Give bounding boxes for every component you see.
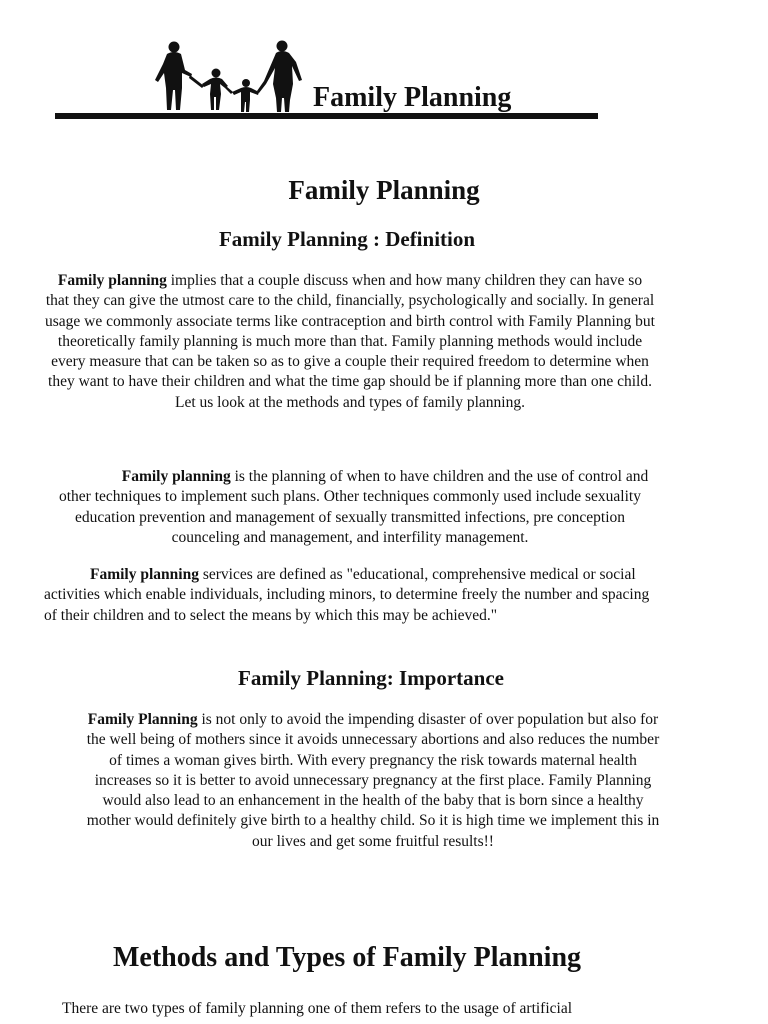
definition-paragraph: [45, 271, 655, 413]
paragraph-text: implies that a couple discuss when and how many children they can have so that they can give the utmost care to the child, financially, psychologically and socially. In general usage we commonly associate terms like contraception and birth control with Family Planning but theoretically family planning is much more than that. Family planning methods would include every measure that can be taken so as to give a couple their required freedom to determine when they want to have their children and what the time gap should be if planning more than one child. Let us look at the methods and types of family planning.: [45, 272, 655, 411]
document-title: Family Planning: [288, 175, 480, 205]
methods-paragraph: There are two types of family planning one of them refers to the usage of artificial: [62, 1000, 573, 1017]
paragraph-lead: Family planning: [90, 566, 199, 583]
family-silhouette-icon: [152, 40, 317, 116]
paragraph-lead: Family planning: [57, 272, 167, 289]
header-rule: [55, 113, 598, 119]
header-title: Family Planning: [313, 82, 512, 113]
importance-paragraph: [86, 710, 660, 852]
planning-paragraph: [44, 467, 656, 548]
paragraph-text: is not only to avoid the impending disaster of over population but also for the well being of mothers since it avoids unnecessary abortions and also reduces the number of times a woman gives birth. With every pregnancy the risk towards maternal health increases so it is better to avoid unnecessary pregnancy at the first place. Family Planning would also lead to an enhancement in the health of the baby that is born since a healthy mother would definitely give birth to a healthy child. So it is high time we implement this in our lives and get some fruitful results!!: [86, 711, 660, 850]
methods-heading: Methods and Types of Family Planning: [112, 942, 582, 973]
paragraph-lead: Family planning: [121, 468, 231, 485]
document-header: [0, 0, 768, 125]
paragraph-text: is the planning of when to have children and the use of control and other techniques to implement such plans. Other techniques commonly used include sexuality education prevention and management of sexually transmitted infections, pre conception counceling and management, and interfility management.: [59, 468, 649, 546]
services-paragraph: [44, 565, 656, 626]
paragraph-text: services are defined as "educational, comprehensive medical or social activities which enable individuals, including minors, to determine freely the number and spacing of their children and to select the means by which this may be achieved.": [44, 566, 650, 624]
paragraph-lead: Family Planning: [87, 711, 198, 728]
importance-heading: Family Planning: Importance: [238, 666, 504, 690]
definition-heading: Family Planning : Definition: [218, 227, 476, 251]
